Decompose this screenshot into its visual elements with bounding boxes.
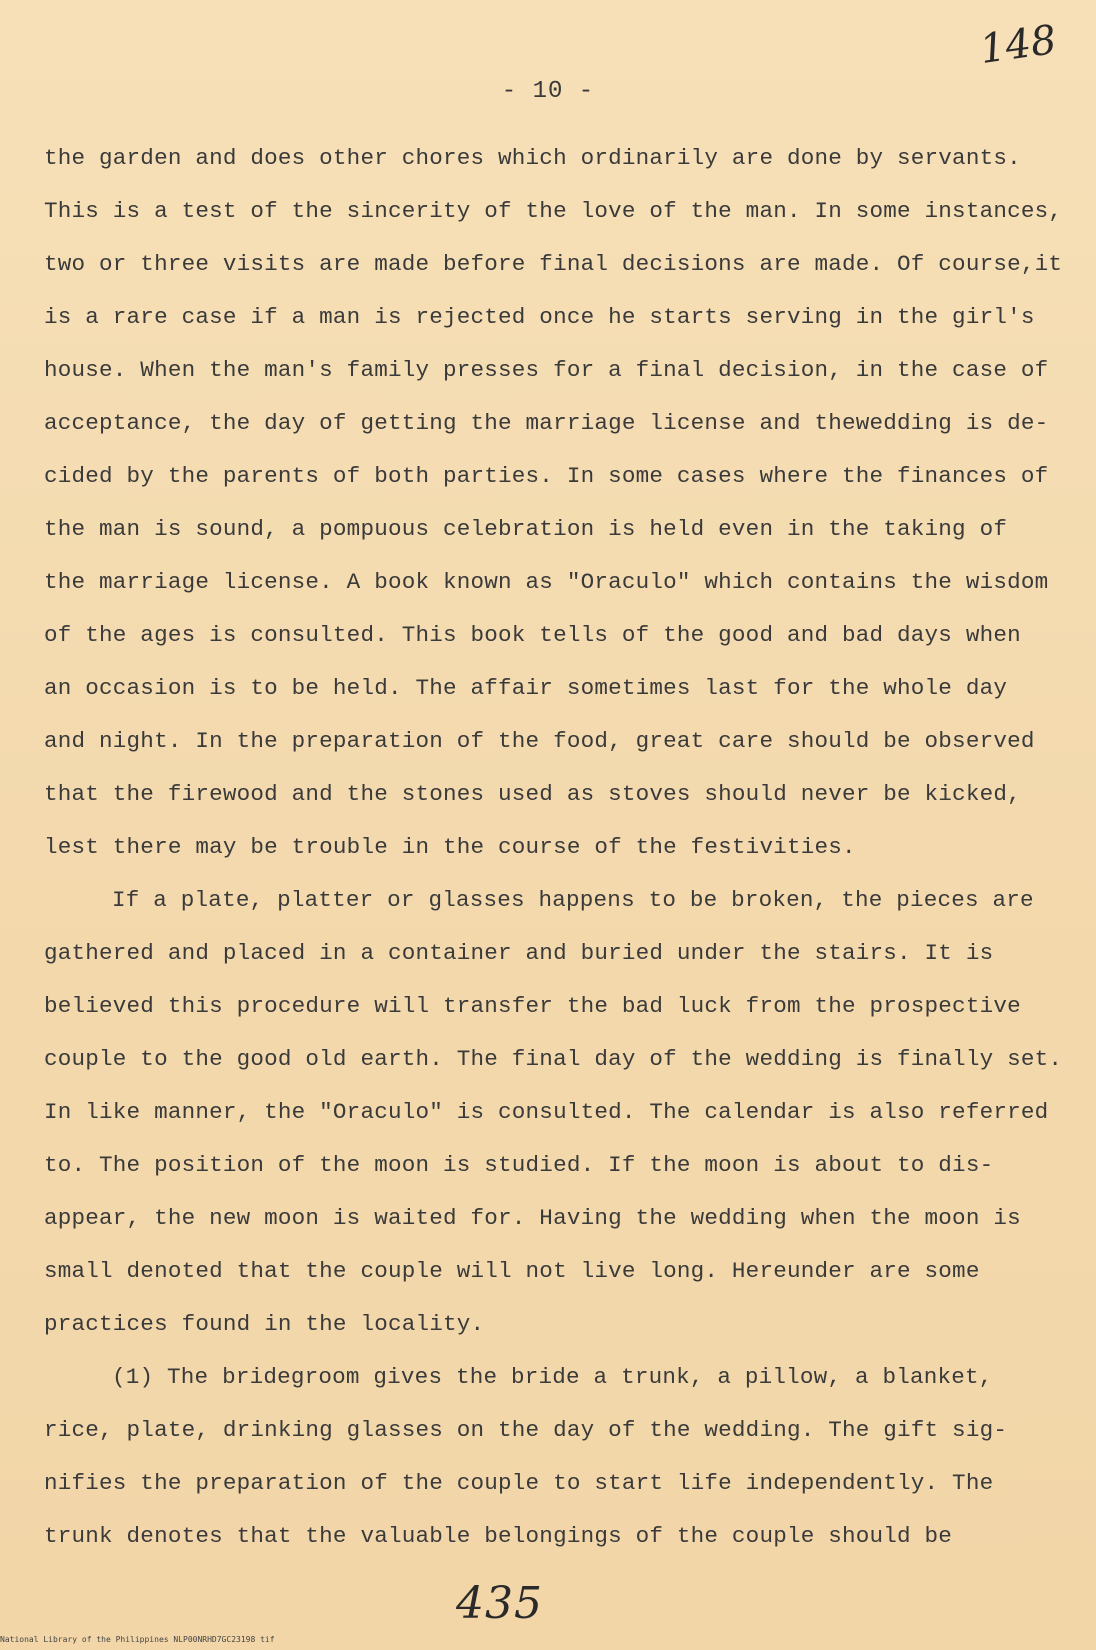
text-line: believed this procedure will transfer the bad luck from the prospective: [44, 993, 1021, 1019]
text-line: is a rare case if a man is rejected once he starts serving in the girl's: [44, 304, 1035, 330]
text-line: of the ages is consulted. This book tells of the good and bad days when: [44, 622, 1021, 648]
text-line: acceptance, the day of getting the marriage license and thewedding is de-: [44, 410, 1049, 436]
text-line: lest there may be trouble in the course of the festivities.: [44, 834, 856, 860]
text-line: In like manner, the "Oraculo" is consulted. The calendar is also referred: [44, 1099, 1049, 1125]
handwritten-stamp-number: 435: [456, 1578, 543, 1629]
body-text: [44, 132, 1063, 1563]
text-line: to. The position of the moon is studied. If the moon is about to dis-: [44, 1152, 994, 1178]
text-line: that the firewood and the stones used as stoves should never be kicked,: [44, 781, 1021, 807]
text-line: gathered and placed in a container and buried under the stairs. It is: [44, 940, 994, 966]
paragraph-start-line: (1) The bridegroom gives the bride a trunk, a pillow, a blanket,: [112, 1364, 993, 1390]
page-number: - 10 -: [501, 78, 595, 105]
text-line: small denoted that the couple will not live long. Hereunder are some: [44, 1258, 980, 1284]
text-line: practices found in the locality.: [44, 1311, 485, 1337]
text-line: couple to the good old earth. The final day of the wedding is finally set.: [44, 1046, 1063, 1072]
paragraph-start-line: If a plate, platter or glasses happens to be broken, the pieces are: [112, 887, 1034, 913]
text-line: appear, the new moon is waited for. Having the wedding when the moon is: [44, 1205, 1021, 1231]
text-line: trunk denotes that the valuable belongings of the couple should be: [44, 1523, 953, 1549]
archive-footer: National Library of the Philippines NLP00NRHD7GC23198 tif: [0, 1635, 275, 1644]
text-line: cided by the parents of both parties. In some cases where the finances of: [44, 463, 1049, 489]
text-line: nifies the preparation of the couple to start life independently. The: [44, 1470, 994, 1496]
text-line: the marriage license. A book known as "Oraculo" which contains the wisdom: [44, 569, 1049, 595]
text-line: rice, plate, drinking glasses on the day of the wedding. The gift sig-: [44, 1417, 1008, 1443]
text-line: two or three visits are made before final decisions are made. Of course,it: [44, 251, 1063, 277]
text-line: and night. In the preparation of the food, great care should be observed: [44, 728, 1035, 754]
text-line: This is a test of the sincerity of the love of the man. In some instances,: [44, 198, 1063, 224]
text-line: the man is sound, a pompuous celebration is held even in the taking of: [44, 516, 1008, 542]
text-line: house. When the man's family presses for a final decision, in the case of: [44, 357, 1049, 383]
text-line: an occasion is to be held. The affair sometimes last for the whole day: [44, 675, 1008, 701]
folio-number: 148: [976, 16, 1059, 74]
text-line: the garden and does other chores which ordinarily are done by servants.: [44, 145, 1021, 171]
